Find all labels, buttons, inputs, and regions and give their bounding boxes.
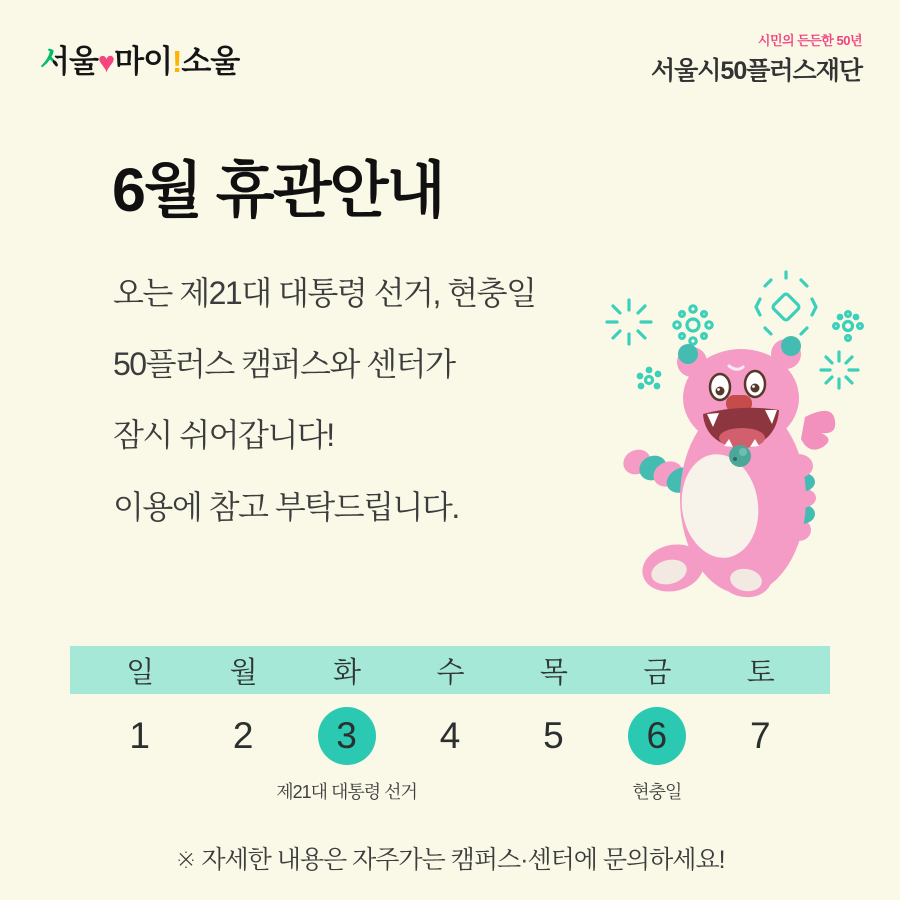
seoul-my-soul-logo (40, 36, 239, 81)
sparkle-dot-ring-small (834, 312, 863, 341)
date-cell-6 (605, 704, 708, 802)
page-title: 6월 휴관안내 (112, 156, 444, 224)
necklace-bead (729, 445, 751, 467)
logo-mai: 마이 (114, 44, 173, 79)
weekday-cell-5: 금 (643, 656, 671, 689)
date-number: 7 (749, 715, 771, 756)
date-number: 2 (232, 715, 254, 756)
date-event-label: 현충일 (632, 782, 682, 802)
date-number: 6 (646, 715, 668, 756)
weekday-cell-2: 화 (333, 656, 361, 689)
sparkle-diamond-ornament (756, 272, 816, 334)
date-number: 1 (129, 715, 150, 756)
sparkle-burst-right (821, 352, 858, 388)
sparkle-burst-left (607, 300, 651, 344)
logo-soul: 소울 (181, 44, 240, 79)
date-cell-7 (709, 704, 812, 768)
date-number: 4 (439, 715, 461, 756)
foundation-name: 서울시50플러스재단 (650, 57, 862, 85)
notice-line-2: 50플러스 캠퍼스와 센터가 (113, 346, 455, 382)
heart-icon: ♥ (97, 47, 115, 79)
mascot-illustration (593, 262, 889, 622)
date-number: 5 (543, 715, 564, 756)
weekday-row (70, 646, 830, 694)
date-cell-1 (88, 704, 191, 768)
highlight-circle (318, 707, 376, 765)
notice-paragraph (113, 258, 536, 471)
sparkle-dot-ring (674, 306, 712, 344)
date-number: 3 (336, 715, 357, 756)
weekday-cell-6: 토 (746, 656, 774, 689)
dates-row (70, 704, 830, 802)
weekday-cell-0: 일 (126, 656, 154, 689)
weekday-cell-1: 월 (229, 656, 257, 689)
notice-line-1: 오는 제21대 대통령 선거, 현충일 (113, 275, 536, 311)
logo-char-ul: 울 (68, 44, 98, 79)
footer-note: ※ 자세한 내용은 자주가는 캠퍼스·센터에 문의하세요! (175, 846, 725, 874)
notice-line-3: 잠시 쉬어갑니다! (113, 417, 334, 453)
exclamation-icon: ! (172, 44, 182, 79)
notice-closing-line: 이용에 참고 부탁드립니다. (113, 489, 459, 525)
sparkle-dot-swirl (638, 368, 660, 388)
date-cell-2 (191, 704, 294, 768)
date-event-label: 제21대 대통령 선거 (276, 782, 417, 802)
date-cell-5 (502, 704, 605, 768)
weekday-cell-4: 목 (539, 656, 567, 689)
highlight-circle (628, 707, 686, 765)
foundation-branding (651, 30, 862, 87)
weekday-cell-3: 수 (436, 656, 464, 689)
date-cell-4 (398, 704, 501, 768)
foundation-slogan: 시민의 든든한 50년 (757, 33, 862, 48)
date-cell-3 (276, 704, 417, 802)
logo-char-seo: 서 (40, 44, 69, 79)
